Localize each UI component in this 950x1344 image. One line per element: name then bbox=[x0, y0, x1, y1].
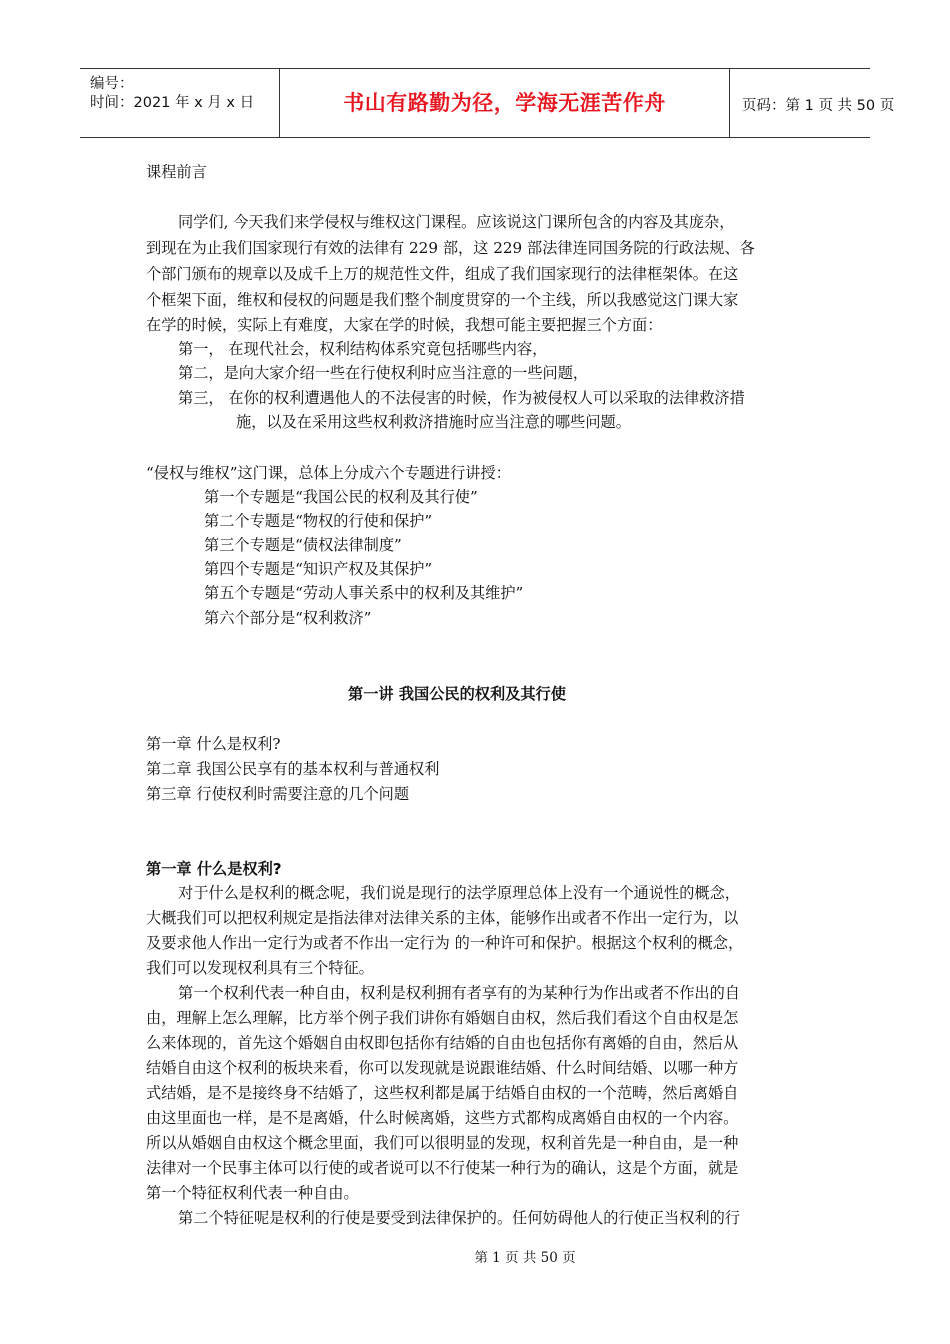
paragraph-line: 由这里面也一样，是不是离婚，什么时候离婚，这些方式都构成离婚自由权的一个内容。 bbox=[146, 1109, 739, 1127]
paragraph-line: 第一个权利代表一种自由，权利是权利拥有者享有的为某种行为作出或者不作出的自 bbox=[178, 984, 740, 1002]
topic-item: 第一个专题是“我国公民的权利及其行使” bbox=[204, 488, 478, 506]
topic-item: 第四个专题是“知识产权及其保护” bbox=[204, 560, 433, 578]
paragraph-line: 同学们, 今天我们来学侵权与维权这门课程。应该说这门课所包含的内容及其庞杂， bbox=[178, 213, 735, 231]
date-line: 时间：2021 年 x 月 x 日 bbox=[90, 95, 255, 111]
page-info: 页码：第 1 页 共 50 页 bbox=[742, 98, 895, 114]
topic-item: 第二个专题是“物权的行使和保护” bbox=[204, 512, 433, 530]
page-footer bbox=[0, 1246, 950, 1266]
paragraph-line: 对于什么是权利的概念呢，我们说是现行的法学原理总体上没有一个通说性的概念， bbox=[178, 884, 740, 902]
motto: 书山有路勤为径，学海无涯苦作舟 bbox=[343, 91, 666, 115]
paragraph-line: 到现在为止我们国家现行有效的法律有 229 部，这 229 部法律连同国务院的行政法规、各 bbox=[146, 239, 755, 257]
paragraph-line: 个框架下面，维权和侵权的问题是我们整个制度贯穿的一个主线，所以我感觉这门课大家 bbox=[146, 291, 739, 309]
document-header bbox=[80, 68, 895, 138]
paragraph-line: 第二个特征呢是权利的行使是要受到法律保护的。任何妨碍他人的行使正当权利的行 bbox=[178, 1209, 740, 1227]
chapter-list-item: 第一章 什么是权利? bbox=[146, 735, 281, 753]
chapter-list-item: 第二章 我国公民享有的基本权利与普通权利 bbox=[146, 760, 440, 778]
footer-page-number: 第 1 页 共 50 页 bbox=[474, 1250, 576, 1266]
number-label: 编号： bbox=[90, 76, 134, 92]
paragraph-line: 及要求他人作出一定行为或者不作出一定行为 的一种许可和保护。根据这个权利的概念， bbox=[146, 934, 744, 952]
list-item: 第三， 在你的权利遭遇他人的不法侵害的时候，作为被侵权人可以采取的法律救济措 bbox=[178, 389, 745, 407]
paragraph-line: 结婚自由这个权利的板块来看，你可以发现就是说跟谁结婚、什么时间结婚、以哪一种方 bbox=[146, 1059, 739, 1077]
header-motto-cell bbox=[280, 69, 730, 137]
topics-intro: “侵权与维权”这门课，总体上分成六个专题进行讲授： bbox=[146, 464, 511, 482]
topic-item: 第六个部分是“权利救济” bbox=[204, 609, 372, 627]
topic-item: 第五个专题是“劳动人事关系中的权利及其维护” bbox=[204, 584, 524, 602]
paragraph-line: 法律对一个民事主体可以行使的或者说可以不行使某一种行为的确认，这是个方面，就是 bbox=[146, 1159, 739, 1177]
chapter-heading: 第一章 什么是权利? bbox=[146, 860, 282, 878]
paragraph-line: 个部门颁布的规章以及成千上万的规范性文件，组成了我们国家现行的法律框架体。在这 bbox=[146, 265, 739, 283]
header-left-cell bbox=[80, 69, 280, 137]
lecture-title: 第一讲 我国公民的权利及其行使 bbox=[348, 685, 566, 703]
list-item: 第二，是向大家介绍一些在行使权利时应当注意的一些问题， bbox=[178, 364, 589, 382]
paragraph-line: 第一个特征权利代表一种自由。 bbox=[146, 1184, 359, 1202]
paragraph-line: 么来体现的，首先这个婚姻自由权即包括你有结婚的自由也包括你有离婚的自由，然后从 bbox=[146, 1034, 739, 1052]
chapter-list-item: 第三章 行使权利时需要注意的几个问题 bbox=[146, 785, 410, 803]
paragraph-line: 式结婚，是不是接终身不结婚了，这些权利都是属于结婚自由权的一个范畴，然后离婚自 bbox=[146, 1084, 739, 1102]
paragraph-line: 在学的时候，实际上有难度，大家在学的时候，我想可能主要把握三个方面： bbox=[146, 316, 663, 334]
paragraph-line: 所以从婚姻自由权这个概念里面，我们可以很明显的发现，权利首先是一种自由，是一种 bbox=[146, 1134, 739, 1152]
preface-title: 课程前言 bbox=[146, 163, 207, 181]
header-page-cell bbox=[730, 69, 895, 137]
list-item-continuation: 施，以及在采用这些权利救济措施时应当注意的哪些问题。 bbox=[236, 413, 631, 431]
list-item: 第一， 在现代社会，权利结构体系究竟包括哪些内容， bbox=[178, 340, 548, 358]
paragraph-line: 由，理解上怎么理解，比方举个例子我们讲你有婚姻自由权，然后我们看这个自由权是怎 bbox=[146, 1009, 739, 1027]
paragraph-line: 大概我们可以把权利规定是指法律对法律关系的主体，能够作出或者不作出一定行为，以 bbox=[146, 909, 739, 927]
paragraph-line: 我们可以发现权利具有三个特征。 bbox=[146, 959, 374, 977]
topic-item: 第三个专题是“债权法律制度” bbox=[204, 536, 402, 554]
